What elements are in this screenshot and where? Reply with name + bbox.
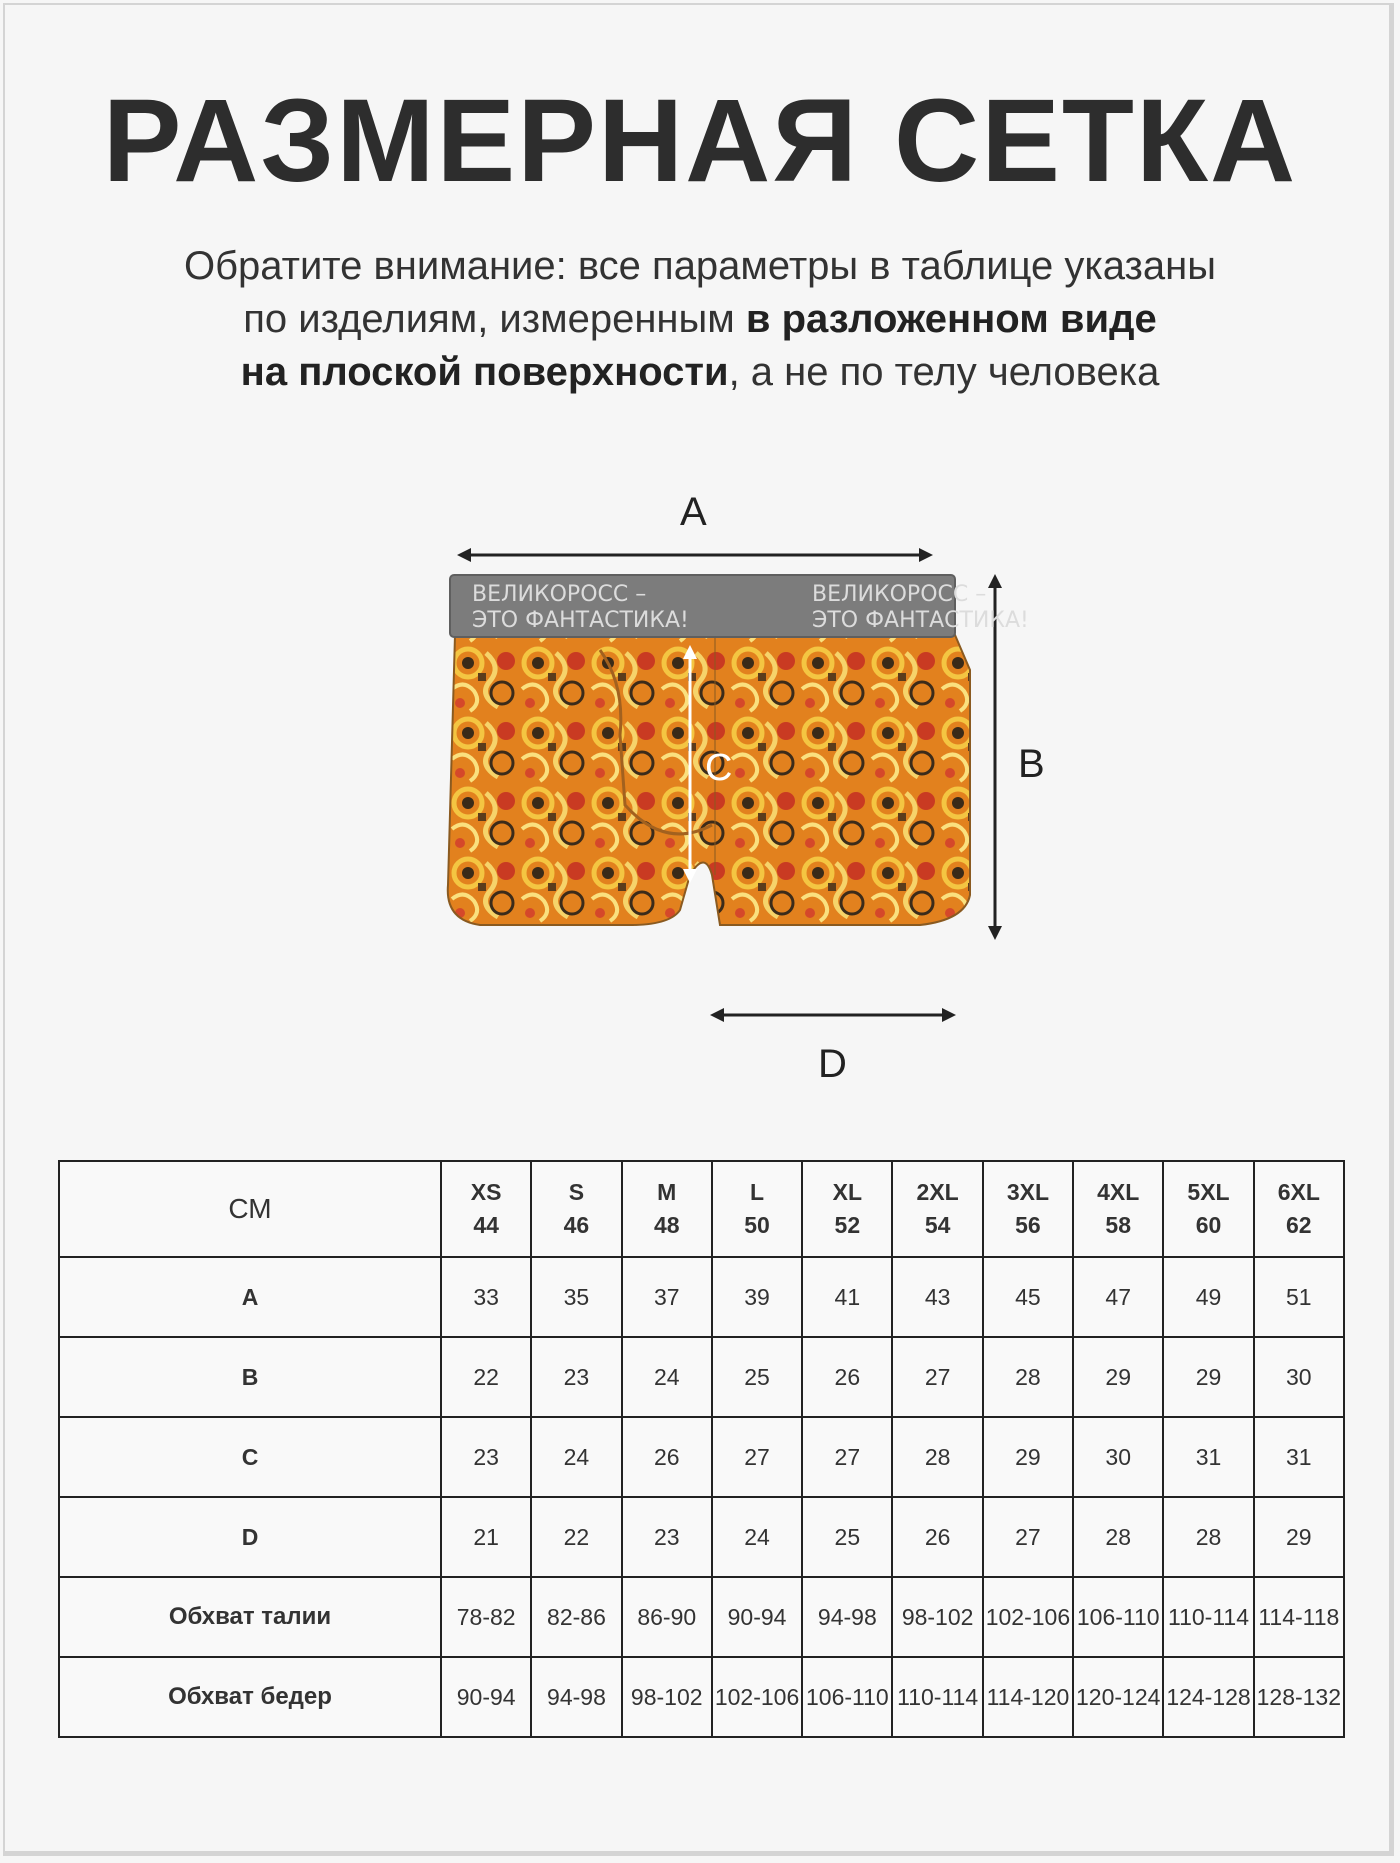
size-number: 48	[653, 1212, 680, 1238]
value-cell: 23	[441, 1417, 531, 1497]
table-row	[59, 1257, 1344, 1337]
value-cell: 82-86	[531, 1577, 621, 1657]
table-header-row	[59, 1161, 1344, 1257]
note-line-3-plain: , а не по телу человека	[728, 350, 1160, 394]
value-cell: 22	[531, 1497, 621, 1577]
value-cell: 106-110	[1073, 1577, 1163, 1657]
value-cell: 29	[1254, 1497, 1344, 1577]
value-cell: 41	[802, 1257, 892, 1337]
size-letter: S	[568, 1179, 585, 1205]
value-cell: 128-132	[1254, 1657, 1344, 1737]
value-cell: 98-102	[622, 1657, 712, 1737]
value-cell: 47	[1073, 1257, 1163, 1337]
value-cell: 94-98	[802, 1577, 892, 1657]
garment-diagram	[0, 480, 1400, 1086]
value-cell: 27	[712, 1417, 802, 1497]
row-label-cell: B	[59, 1337, 441, 1417]
unit-header-cell: СМ	[59, 1161, 441, 1257]
waistband-text-bottom-1: ЭТО ФАНТАСТИКА!	[472, 608, 689, 633]
dim-label-a: A	[680, 490, 707, 534]
row-label-cell: D	[59, 1497, 441, 1577]
size-letter: L	[750, 1179, 765, 1205]
value-cell: 114-120	[983, 1657, 1073, 1737]
size-letter: 2XL	[916, 1179, 959, 1205]
size-letter: 6XL	[1277, 1179, 1320, 1205]
value-cell: 28	[983, 1337, 1073, 1417]
note-line-3-bold: на плоской поверхности	[240, 350, 729, 394]
value-cell: 24	[531, 1417, 621, 1497]
dim-label-b: B	[1018, 742, 1045, 786]
value-cell: 78-82	[441, 1577, 531, 1657]
value-cell: 29	[983, 1417, 1073, 1497]
value-cell: 28	[1073, 1497, 1163, 1577]
note-line-2-bold: в разложенном виде	[745, 297, 1157, 341]
table-row	[59, 1337, 1344, 1417]
note-line-3	[0, 346, 1400, 399]
value-cell: 51	[1254, 1257, 1344, 1337]
size-header-cell	[1254, 1161, 1344, 1257]
value-cell: 39	[712, 1257, 802, 1337]
waistband-text-top-1: ВЕЛИКОРОСС –	[472, 582, 647, 607]
waistband-text-top-2: ВЕЛИКОРОСС –	[812, 582, 987, 607]
value-cell: 27	[802, 1417, 892, 1497]
size-number: 60	[1195, 1212, 1222, 1238]
value-cell: 90-94	[712, 1577, 802, 1657]
value-cell: 22	[441, 1337, 531, 1417]
value-cell: 120-124	[1073, 1657, 1163, 1737]
row-label-cell: A	[59, 1257, 441, 1337]
size-number: 54	[924, 1212, 951, 1238]
size-number: 50	[744, 1212, 770, 1238]
dim-arrow-a	[455, 540, 935, 570]
value-cell: 27	[983, 1497, 1073, 1577]
value-cell: 35	[531, 1257, 621, 1337]
value-cell: 43	[892, 1257, 982, 1337]
value-cell: 114-118	[1254, 1577, 1344, 1657]
value-cell: 24	[712, 1497, 802, 1577]
dim-arrow-d	[708, 1000, 958, 1030]
size-header-cell	[983, 1161, 1073, 1257]
size-number: 62	[1286, 1212, 1312, 1238]
row-label-cell: Обхват талии	[59, 1577, 441, 1657]
table-row	[59, 1577, 1344, 1657]
value-cell: 25	[802, 1497, 892, 1577]
value-cell: 49	[1163, 1257, 1253, 1337]
value-cell: 110-114	[1163, 1577, 1253, 1657]
waistband-text-bottom-2: ЭТО ФАНТАСТИКА!	[812, 608, 1029, 633]
row-label-cell: Обхват бедер	[59, 1657, 441, 1737]
size-number: 44	[473, 1212, 499, 1238]
dim-label-c: C	[705, 747, 733, 789]
value-cell: 30	[1254, 1337, 1344, 1417]
value-cell: 37	[622, 1257, 712, 1337]
note-line-2-plain: по изделиям, измеренным	[243, 297, 746, 341]
value-cell: 102-106	[712, 1657, 802, 1737]
size-header-cell	[1163, 1161, 1253, 1257]
value-cell: 29	[1073, 1337, 1163, 1417]
value-cell: 28	[1163, 1497, 1253, 1577]
size-letter: XL	[832, 1179, 863, 1205]
value-cell: 30	[1073, 1417, 1163, 1497]
value-cell: 23	[531, 1337, 621, 1417]
value-cell: 106-110	[802, 1657, 892, 1737]
value-cell: 45	[983, 1257, 1073, 1337]
size-header-cell	[892, 1161, 982, 1257]
value-cell: 29	[1163, 1337, 1253, 1417]
value-cell: 28	[892, 1417, 982, 1497]
dim-label-d: D	[818, 1042, 847, 1086]
size-header-cell	[441, 1161, 531, 1257]
note-line-2	[0, 293, 1400, 346]
value-cell: 31	[1163, 1417, 1253, 1497]
size-chart-table	[58, 1160, 1345, 1738]
value-cell: 23	[622, 1497, 712, 1577]
size-header-cell	[1073, 1161, 1163, 1257]
value-cell: 110-114	[892, 1657, 982, 1737]
size-header-cell	[531, 1161, 621, 1257]
table-row	[59, 1497, 1344, 1577]
value-cell: 25	[712, 1337, 802, 1417]
size-letter: 3XL	[1006, 1179, 1050, 1205]
value-cell: 24	[622, 1337, 712, 1417]
value-cell: 98-102	[892, 1577, 982, 1657]
value-cell: 26	[802, 1337, 892, 1417]
value-cell: 33	[441, 1257, 531, 1337]
size-number: 52	[834, 1212, 861, 1238]
value-cell: 27	[892, 1337, 982, 1417]
size-letter: 4XL	[1097, 1179, 1140, 1205]
size-letter: M	[657, 1179, 677, 1205]
value-cell: 94-98	[531, 1657, 621, 1737]
table-row	[59, 1417, 1344, 1497]
table-row	[59, 1657, 1344, 1737]
size-number: 46	[563, 1212, 590, 1238]
size-header-cell	[712, 1161, 802, 1257]
value-cell: 124-128	[1163, 1657, 1253, 1737]
size-header-cell	[802, 1161, 892, 1257]
row-label-cell: C	[59, 1417, 441, 1497]
size-letter: XS	[470, 1179, 502, 1205]
value-cell: 21	[441, 1497, 531, 1577]
page-title: РАЗМЕРНАЯ СЕТКА	[102, 75, 1298, 207]
value-cell: 90-94	[441, 1657, 531, 1737]
value-cell: 31	[1254, 1417, 1344, 1497]
value-cell: 26	[622, 1417, 712, 1497]
value-cell: 102-106	[983, 1577, 1073, 1657]
value-cell: 86-90	[622, 1577, 712, 1657]
measurement-note	[0, 240, 1400, 399]
size-number: 56	[1015, 1212, 1041, 1238]
value-cell: 26	[892, 1497, 982, 1577]
size-header-cell	[622, 1161, 712, 1257]
size-letter: 5XL	[1187, 1179, 1230, 1205]
note-line-1: Обратите внимание: все параметры в таблице указаны	[184, 244, 1216, 288]
size-number: 58	[1105, 1212, 1132, 1238]
boxer-briefs-illustration	[450, 575, 1029, 995]
